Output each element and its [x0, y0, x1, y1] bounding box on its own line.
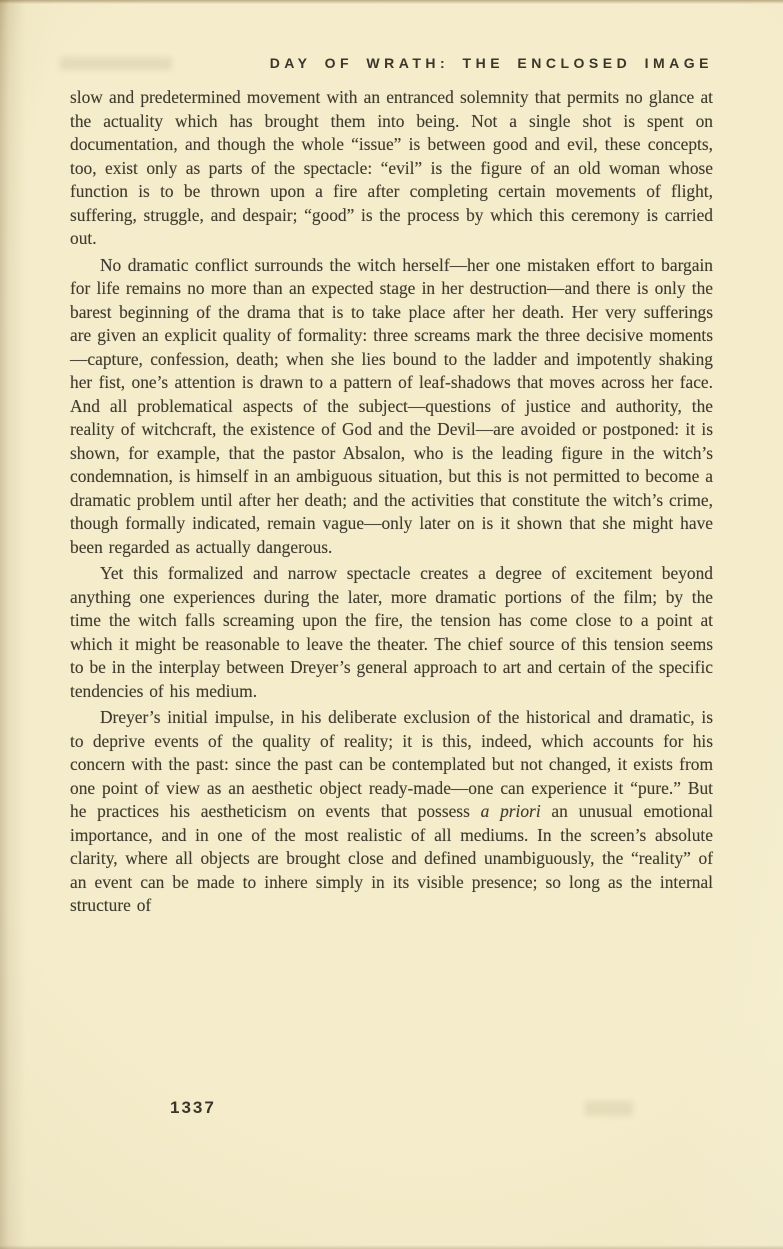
showthrough-ghost-folio [585, 1101, 633, 1116]
paragraph-text-after-italic: an unusual emotional importance, and in one of the most realistic of all mediums. In the screen’s absolute clarity, where all objects are brought close and defined unambiguously, the “reality” of an event can be made to inhere simply in its visible presence; so long as the internal structure of [70, 801, 713, 915]
gutter-shadow [0, 0, 26, 1249]
paragraph-text-before-italic: Dreyer’s initial impulse, in his deliberate exclusion of the historical and dramatic, is to deprive events of the quality of reality; it is this, indeed, which accounts for his concern with the past: since the past can be contemplated but not changed, it exists from one point of view as an aesthetic object ready-made—one can experience it “pure.” But he practices his aestheticism on events that possess [70, 707, 713, 821]
latin-phrase-italic: a priori [480, 801, 541, 821]
text-column [70, 0, 713, 921]
paragraph-yet-this-formalized: Yet this formalized and narrow spectacle creates a degree of excitement beyond anything one experiences during the later, more dramatic portions of the film; by the time the witch falls screaming upon the fire, the tension has come close to a point at which it might be reasonable to leave the theater. The chief source of this tension seems to be in the interplay between Dreyer’s general approach to art and certain of the specific tendencies of his medium. [70, 563, 713, 701]
page-bottom-edge [0, 1245, 783, 1249]
running-head: DAY OF WRATH: THE ENCLOSED IMAGE [269, 55, 713, 71]
paragraph-no-dramatic-conflict: No dramatic conflict surrounds the witch herself—her one mistaken effort to bargain for life remains no more than an expected stage in her destruction—and there is only the barest beginning of the drama that is to take place after her death. Her very sufferings are given an explicit quality of formality: three screams mark the three decisive moments—capture, confession, death; when she lies bound to the ladder and impotently shaking her fist, one’s attention is drawn to a pattern of leaf-shadows that moves across her face. And all problematical aspects of the subject—questions of justice and authority, the reality of witchcraft, the existence of God and the Devil—are avoided or postponed: it is shown, for example, that the pastor Absalon, who is the leading figure in the witch’s condemnation, is himself in an ambiguous situation, but this is not permitted to become a dramatic problem until after her death; and the activities that constitute the witch’s crime, though formally indicated, remain vague—only later on is it shown that she might have been regarded as actually dangerous. [70, 254, 713, 557]
paragraph-dreyers-initial-impulse [70, 706, 713, 918]
paragraph-continuation: slow and predetermined movement with an entranced solemnity that permits no glance at the actuality which has brought them into being. Not a single shot is spent on documentation, and though the whole “issue” is between good and evil, these concepts, too, exist only as parts of the spectacle: “evil” is the figure of an old woman whose function is to be thrown upon a fire after completing certain movements of flight, suffering, struggle, and despair; “good” is the process by which this ceremony is carried out. [70, 87, 713, 248]
body-text [70, 86, 713, 918]
page-number: 1337 [170, 1098, 216, 1117]
